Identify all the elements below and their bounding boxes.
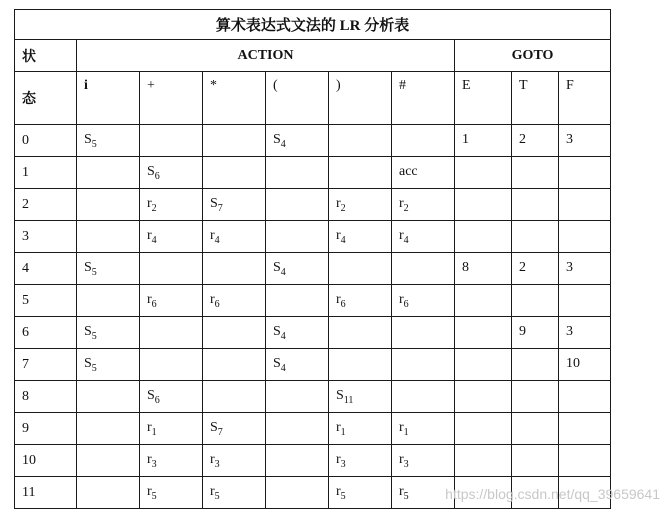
cell-subscript: 5	[214, 490, 220, 502]
cell-value: 3	[566, 131, 573, 147]
cell-value: r	[147, 227, 152, 243]
cell-value: r	[336, 291, 341, 307]
table-row	[15, 317, 611, 349]
action-cell	[203, 381, 266, 413]
action-cell	[140, 125, 203, 157]
action-cell	[392, 381, 455, 413]
state-cell: 9	[15, 413, 77, 445]
cell-subscript: 3	[403, 458, 409, 470]
goto-cell	[455, 189, 512, 221]
action-cell	[392, 413, 455, 445]
action-cell	[140, 381, 203, 413]
action-cell	[77, 125, 140, 157]
cell-value: 3	[566, 259, 573, 275]
cell-value: r	[336, 227, 341, 243]
action-symbol-header: +	[140, 72, 203, 125]
action-cell	[77, 349, 140, 381]
cell-value: S	[84, 355, 92, 371]
goto-symbol-header: F	[559, 72, 611, 125]
action-cell	[266, 221, 329, 253]
cell-value: S	[336, 387, 344, 403]
goto-cell	[559, 413, 611, 445]
cell-value: r	[399, 483, 404, 499]
cell-value: r	[210, 291, 215, 307]
cell-value: acc	[399, 163, 418, 179]
action-cell	[140, 253, 203, 285]
action-cell	[392, 157, 455, 189]
action-cell	[140, 221, 203, 253]
cell-value: S	[210, 419, 218, 435]
goto-cell	[512, 381, 559, 413]
goto-cell	[455, 445, 512, 477]
state-cell: 5	[15, 285, 77, 317]
action-cell	[329, 285, 392, 317]
cell-value: r	[147, 195, 152, 211]
cell-subscript: 6	[403, 298, 409, 310]
cell-value: r	[147, 451, 152, 467]
goto-cell	[512, 445, 559, 477]
action-symbol-header: *	[203, 72, 266, 125]
action-cell	[392, 125, 455, 157]
table-row	[15, 349, 611, 381]
action-cell	[266, 477, 329, 509]
cell-subscript: 5	[91, 266, 97, 278]
action-symbol-header: (	[266, 72, 329, 125]
goto-cell	[559, 285, 611, 317]
state-cell: 7	[15, 349, 77, 381]
goto-cell	[512, 253, 559, 285]
cell-value: S	[273, 323, 281, 339]
action-cell	[392, 285, 455, 317]
table-row	[15, 189, 611, 221]
cell-value: r	[336, 419, 341, 435]
action-cell	[203, 253, 266, 285]
state-cell: 3	[15, 221, 77, 253]
goto-cell	[455, 381, 512, 413]
cell-value: S	[210, 195, 218, 211]
goto-group-header: GOTO	[455, 40, 611, 72]
goto-cell	[455, 221, 512, 253]
table-row	[15, 413, 611, 445]
action-cell	[203, 445, 266, 477]
action-cell	[77, 413, 140, 445]
cell-subscript: 11	[343, 394, 354, 406]
cell-value: r	[399, 419, 404, 435]
state-cell: 2	[15, 189, 77, 221]
cell-subscript: 7	[217, 426, 223, 438]
cell-subscript: 5	[340, 490, 346, 502]
goto-cell	[512, 317, 559, 349]
state-cell: 4	[15, 253, 77, 285]
action-cell	[392, 317, 455, 349]
goto-cell	[455, 349, 512, 381]
cell-value: r	[336, 451, 341, 467]
action-cell	[203, 125, 266, 157]
action-cell	[203, 157, 266, 189]
action-cell	[329, 445, 392, 477]
action-symbol-header: )	[329, 72, 392, 125]
cell-subscript: 7	[217, 202, 223, 214]
action-cell	[77, 189, 140, 221]
cell-subscript: 1	[151, 426, 157, 438]
cell-subscript: 5	[91, 138, 97, 150]
state-cell: 1	[15, 157, 77, 189]
state-header-bottom: 态	[15, 72, 77, 125]
action-cell	[392, 221, 455, 253]
cell-subscript: 5	[151, 490, 157, 502]
cell-value: r	[336, 195, 341, 211]
action-cell	[329, 157, 392, 189]
cell-subscript: 4	[151, 234, 157, 246]
cell-value: r	[210, 483, 215, 499]
action-cell	[266, 125, 329, 157]
cell-subscript: 5	[403, 490, 409, 502]
table-title: 算术表达式文法的 LR 分析表	[15, 10, 611, 40]
cell-subscript: 3	[151, 458, 157, 470]
action-cell	[266, 189, 329, 221]
action-cell	[203, 477, 266, 509]
action-cell	[203, 221, 266, 253]
goto-cell	[559, 349, 611, 381]
action-cell	[392, 349, 455, 381]
cell-value: 2	[519, 259, 526, 275]
action-cell	[266, 157, 329, 189]
table-row	[15, 157, 611, 189]
action-cell	[203, 349, 266, 381]
goto-cell	[512, 285, 559, 317]
cell-subscript: 6	[214, 298, 220, 310]
action-cell	[392, 253, 455, 285]
cell-value: r	[210, 227, 215, 243]
action-cell	[77, 381, 140, 413]
action-cell	[329, 477, 392, 509]
goto-cell	[512, 125, 559, 157]
cell-value: r	[147, 419, 152, 435]
cell-subscript: 4	[214, 234, 220, 246]
action-cell	[140, 157, 203, 189]
cell-value: S	[84, 259, 92, 275]
goto-cell	[512, 189, 559, 221]
goto-cell	[455, 285, 512, 317]
cell-value: S	[273, 259, 281, 275]
goto-symbol-header: T	[512, 72, 559, 125]
cell-value: r	[399, 451, 404, 467]
goto-cell	[559, 445, 611, 477]
cell-subscript: 3	[340, 458, 346, 470]
cell-value: 8	[462, 259, 469, 275]
state-cell: 11	[15, 477, 77, 509]
cell-subscript: 5	[91, 330, 97, 342]
state-cell: 6	[15, 317, 77, 349]
action-cell	[329, 125, 392, 157]
action-cell	[329, 317, 392, 349]
goto-cell	[455, 253, 512, 285]
state-cell: 10	[15, 445, 77, 477]
action-cell	[329, 189, 392, 221]
action-symbol-header: i	[77, 72, 140, 125]
cell-value: r	[399, 291, 404, 307]
cell-value: r	[147, 291, 152, 307]
action-cell	[140, 189, 203, 221]
cell-value: r	[210, 451, 215, 467]
goto-cell	[559, 125, 611, 157]
cell-subscript: 2	[340, 202, 346, 214]
cell-value: r	[147, 483, 152, 499]
action-cell	[392, 189, 455, 221]
action-symbol-header: #	[392, 72, 455, 125]
goto-cell	[559, 189, 611, 221]
action-cell	[266, 349, 329, 381]
cell-subscript: 6	[151, 298, 157, 310]
state-cell: 8	[15, 381, 77, 413]
action-cell	[329, 221, 392, 253]
cell-subscript: 4	[280, 266, 286, 278]
goto-cell	[559, 253, 611, 285]
cell-subscript: 4	[280, 138, 286, 150]
state-cell: 0	[15, 125, 77, 157]
table-row	[15, 125, 611, 157]
action-cell	[203, 189, 266, 221]
goto-cell	[455, 125, 512, 157]
action-cell	[266, 445, 329, 477]
action-cell	[140, 317, 203, 349]
cell-subscript: 4	[403, 234, 409, 246]
action-cell	[392, 445, 455, 477]
cell-value: r	[399, 195, 404, 211]
cell-subscript: 4	[280, 330, 286, 342]
cell-subscript: 6	[340, 298, 346, 310]
cell-subscript: 3	[214, 458, 220, 470]
cell-subscript: 5	[91, 362, 97, 374]
action-cell	[266, 413, 329, 445]
goto-cell	[512, 349, 559, 381]
action-cell	[140, 349, 203, 381]
goto-cell	[559, 317, 611, 349]
goto-cell	[559, 157, 611, 189]
cell-value: r	[399, 227, 404, 243]
cell-value: S	[84, 323, 92, 339]
cell-subscript: 6	[154, 394, 160, 406]
table-row	[15, 381, 611, 413]
action-cell	[266, 381, 329, 413]
goto-cell	[455, 317, 512, 349]
goto-cell	[512, 157, 559, 189]
cell-value: S	[147, 387, 155, 403]
action-cell	[203, 317, 266, 349]
cell-value: S	[273, 355, 281, 371]
action-cell	[329, 349, 392, 381]
cell-value: 9	[519, 323, 526, 339]
goto-cell	[512, 221, 559, 253]
action-cell	[266, 253, 329, 285]
cell-subscript: 1	[340, 426, 346, 438]
action-cell	[77, 253, 140, 285]
table-row	[15, 221, 611, 253]
cell-value: 3	[566, 323, 573, 339]
action-cell	[77, 157, 140, 189]
action-cell	[266, 317, 329, 349]
action-cell	[77, 221, 140, 253]
action-cell	[329, 381, 392, 413]
lr-parsing-table	[14, 9, 611, 509]
cell-subscript: 6	[154, 170, 160, 182]
action-cell	[266, 285, 329, 317]
action-cell	[140, 477, 203, 509]
watermark: https://blog.csdn.net/qq_39659641	[445, 486, 660, 502]
cell-subscript: 1	[403, 426, 409, 438]
cell-subscript: 4	[340, 234, 346, 246]
table-row	[15, 253, 611, 285]
action-cell	[329, 413, 392, 445]
cell-value: 2	[519, 131, 526, 147]
action-cell	[203, 285, 266, 317]
action-cell	[203, 413, 266, 445]
goto-cell	[512, 413, 559, 445]
goto-cell	[455, 413, 512, 445]
cell-value: 10	[566, 355, 580, 371]
action-cell	[329, 253, 392, 285]
action-cell	[140, 413, 203, 445]
action-group-header: ACTION	[77, 40, 455, 72]
cell-value: 1	[462, 131, 469, 147]
action-cell	[140, 445, 203, 477]
goto-cell	[559, 221, 611, 253]
goto-symbol-header: E	[455, 72, 512, 125]
action-cell	[77, 285, 140, 317]
goto-cell	[455, 157, 512, 189]
action-cell	[77, 317, 140, 349]
cell-value: S	[84, 131, 92, 147]
table-row	[15, 285, 611, 317]
goto-cell	[559, 381, 611, 413]
table-row	[15, 445, 611, 477]
action-cell	[77, 477, 140, 509]
cell-value: S	[147, 163, 155, 179]
action-cell	[140, 285, 203, 317]
cell-subscript: 2	[151, 202, 157, 214]
cell-value: r	[336, 483, 341, 499]
cell-subscript: 4	[280, 362, 286, 374]
cell-value: S	[273, 131, 281, 147]
cell-subscript: 2	[403, 202, 409, 214]
action-cell	[77, 445, 140, 477]
state-header-top: 状	[15, 40, 77, 72]
